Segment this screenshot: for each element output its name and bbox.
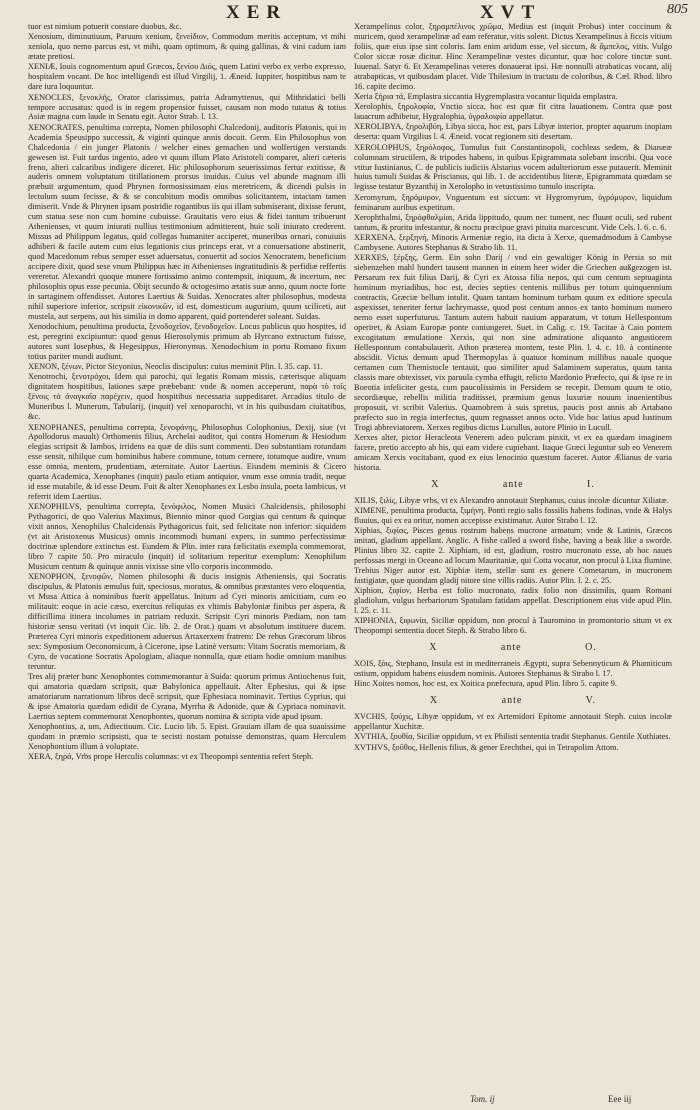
entry: XENOCLES, ξενοκλῆς, Orator clarissimus, patria Adramyttenus, qui Mithridatici belli tempore accusatus: quod is in regem propensior fuisset, causam non modo tutatus & totius Asiæ magna cum laude in Senatu egit. Autor Strab. l. 13.	[28, 92, 346, 122]
entry: XOIS, ξόις, Stephano, Insula est in mediterraneis Ægypti, supra Sebennyticum & Phamiticum ostium, oppidum habens eiusdem nominis. Autores Stephanus & Strabo l. 17.	[354, 659, 672, 678]
entry: Xenophontius, a, um, Adiectiuum. Cic. Lucio lib. 5. Epist. Grauiam illam de qua suauissime quodam in præmio scripsisti, qua te secisti nostam potuisse demonstras, quam Herculem Xenophontium illum à voluptate.	[28, 722, 346, 752]
entry: XERA, ξηρά, Vrbs prope Herculis columnas: vt ex Theopompi sententia refert Steph.	[28, 752, 314, 762]
running-head-left: XER	[226, 2, 288, 23]
entry: Tres alij præter hunc Xenophontes commemorantur à Suida: quorum primus Antiochenus fuit, qui amatoria quædam scripsit, quæ Babylonica appellauit. Alter Ephesius, qui & ipse amatoriarum narrationum libros decē scripsit, quæ Ephesiaca nominavit. Tertius Cyprius, qui & ipse Amatoria quædam edidit de Cyrana, Myrrha & Adonide, quæ & Cypriaca nominavit. Laertius septem commemorat Xenophontes, quorum nomina & scripta vide apud ipsum.	[28, 672, 346, 722]
left-column	[28, 22, 346, 1092]
entry: XEROLIBYA, ξηρολιβύη, Libya sicca, hoc est, pars Libyæ interior, propter aquarum inopiam deserta: quam Virgilius l. 4. Æneid. vocat regionem siti desertam.	[354, 122, 672, 142]
right-column	[354, 22, 672, 1092]
entry: Hinc Xoites nomos, hoc est, ex Xoitica præfectura, apud Plin. libro 5. capite 9.	[354, 679, 617, 689]
signature-mark: Tom. ij	[470, 1094, 495, 1104]
entry: Xenodochium, penultima producta, ξενοδοχεῖον, ξενοδοχεῖον. Locus publicus quo hospites, id est, peregrini excipiuntur: quod genus Hierosolymis primum ab Hyrcano extructum fuisse, autores sunt Iosephus, & Hegesippus, Hieronymus. Xenodochium in portu Romano fixum totius pariter mundi audiunt.	[28, 322, 346, 361]
entry: XENOPHON, ξενοφῶν, Nomen philosophi & ducis insignis Atheniensis, qui Socratis discipulus, & Platonis æmulus fuit, speciosus, moratus, & omnibus præstantes vero eloquentia, vt Musa Attica à nominibus fuerit appellatus. Initum ad Cyri minoris amicitiam, cum eo militauit: eoque in acie cæso, exercitus reliquias ex vltimis Babyloniæ finibus per aspera, & difficillima itinera incolumes in patriam reduxit. Scripsit Cyri minoris Pædiam, non tam historiæ sensu veritati (vt inquit Cic. lib. 2. de Orat.) quam vt absolutum instituere ducem. Præterea Cyri minoris expeditionem aduersus Artaxerxem fratrem: De rebus Græcorum libros sex: Symposium Oeconomicum, à Cicerone, ipse Latinè versum: Vitam Socratis memoriam, & Cyro, de vocatione Socratis Apologiam, aliaque nonnulla, quæ etiam hodie omnium manibus teruntur.	[28, 572, 346, 671]
section-heading-x-ante-i: X ante I.	[431, 478, 595, 490]
catchword: Eee iij	[608, 1094, 632, 1104]
entry: XEROLOPHUS, ξηρόλοφος, Tumulus fuit Constantinopoli, cochleas sedem, & Dianææ columnam structilem, & tripodes habens, in quibus Epigrammata solebant inscribi. Qua voce vtitur Iustinianus, C. de publicis iudiciis Alstarius vocem adulteriorum esse putauerit. Meminit huius tumuli Suidas & Priscianus, qui lib. 1. de accidentibus literæ, Epigrammata quædam se legisse testatur Byzanthij in Xerolopho in vetustissimo tumulo inscripta.	[354, 142, 672, 192]
entry: Xeromyrum, ξηρόμυρον, Vnguentum est siccum: vt Hygromyrum, ὑγρόμυρον, liquidum feminarum auribus expetitum.	[354, 192, 672, 212]
entry: Xenotrochi, ξενοτρόχοι, Idem qui parochi, qui legatis Romam missis, cæterisque aliquam dignitatem hospitibus, lationes sæpe præbebant: vnde & nomen acceperunt, παρὰ τὸ τοῖς ξένοις τὰ ἀναγκαῖα παρέχειν, quod hospitibus necessaria suppeditaret. Arcadius titulo de Muneribus l. Munerum, Tabularij, (inquit) vel xenoparochi, vt in his quibusdam ciuitatibus, &c.	[28, 372, 346, 422]
entry: Xerxes alter, pictor Heracleota Venerem adeo pulcram pinxit, vt ex ea quædam imaginem facere, pretio accepto ab his, qui eam videre cupiebant. Itaque Græci leguntur sub eo Venerem amicam Xerxis vocitabant, quod ex eius lenocinio quæstum faceret. Autor Ælianus de varia historia.	[354, 432, 672, 472]
entry: XENOPHILVS, penultima correpta, ξενόφιλος, Nomen Musici Chalcidensis, philosophi Pythagorici, de quo Valerius Maximus, Biennio minor quod Gorgias qui centum & quinque vixit annos, Xenophilus Chalcidensis Pythagoricus fuit, sed felicitate non inferior: siquidem (vt ait Aristoxenus Musicus) omnis incommodi humani expers, in summo perfectissimæ doctrinæ splendore extinctus est. Eundem & Plin. inter rara fælicitatis exempla commemorat, libro 7 capite 50. Pro miraculo (inquit) id solitarium reperitur exemplum: Xenophilum Musicum centum & quinque annis vixisse sine vllo corporis incommodo.	[28, 502, 346, 572]
entry: Xerophthalmi, ξηρόφθαλμίαι, Arida lippitudo, quum nec tument, nec fluunt oculi, sed rubent tantum, & pruritu infestantur, & noctu præcipue gravi pituita marcescunt. Vide Cels. l. 6. c. 6.	[354, 212, 672, 232]
entry: XENOPHANES, penultima correpta, ξενοφάνης, Philosophus Colophonius, Dexij, siue (vt Apollodorus mauult) Orthomenis filius, Archelai auditor, qui contra Homerum & Hesiodum elegias scripsit & Iambos, irridens ea quæ de diis sunt commenti. Deo substantiam rotundam esse sensit, nihilque cum hominibus habere commune, totum cernere, totumque audire, vnum esse omnia, mentem, prudentiam, æternitate. Autor Laertius. Eiusdem meminis & Cicero quarta Academica, Xenophanes (inquit) paulo etiam antiquior, vnum esse omnia tradit, neque id esse mutabile, & id esse Deum. Fuit & alter Xenophanes ex Lesbo insula, poeta Iambicus, vt referrit idem Laertius.	[28, 422, 346, 502]
entry: XVTHIA, ξουθία, Siciliæ oppidum, vt ex Philisti sententia tradit Stephanus. Gentile Xuthiates.	[354, 732, 671, 742]
entry: XIPHONIA, ξιφωνία, Siciliæ oppidum, non procul à Tauromino in promontorio situm vt ex Theopompi sententia docet Steph. & Strabo libro 6.	[354, 616, 672, 636]
entry: XVCHIS, ξούχις, Libyæ oppidum, vt ex Artemidori Epitome annotauit Steph. cuius incolæ appellantur Xuchitæ.	[354, 712, 672, 732]
entry: tuor est nimium potuerit constare duobus, &c.	[28, 22, 182, 31]
entry: Xenosium, diminutiuum, Paruum xenium, ξενείδιον, Commodum meritis acceptum, vt mihi xeniola, quo nemo parcus est, vt mihi, quam optimum, & quing gallinas, & vini cadum iam ætate pretiosi.	[28, 32, 346, 62]
entry: XENON, ξένων, Pictor Sicyonius, Neoclis discipulus: cuius meminit Plin. l. 35. cap. 11.	[28, 362, 323, 372]
entry: XENIÆ, Iouis cognomentum apud Græcos, ξενίου Διός, quem Latini verbo ex verbo expresso, hospitalem vocant. De hoc intelligendi est illud Virgilij, 1. Æneid. Iuppiter, hospitibus nam te dare iura loquuntur.	[28, 62, 346, 92]
entry: XENOCRATES, penultima correpta, Nomen philosophi Chalcedonij, auditoris Platonis, qui in Academia Speusippo successit, & viginti quinque annis docuit. Germ. Ein Philosophus von Chalcedonia / ein junger Platonis / welcher eines gemachen und wolfertigen verstands gewesen ist. Fuit tardus ingenio, adeo vt quum illum Plato Aristoteli comparet, alteri cæteris freno, alteri calcaribus indigere diceret. Hic philosophorum seuerissimus fertur extitisse, & auderis omnem voluptatum titillationem prorsus inuidus. Cuius vel abunde magnum illi præbuit argumentum, quod Phrynen formosissimam eius meretricem, & dicendi pulsis in lectulum suum fecisse, & & se concubitum modis omnibus solicitantem, intactam tamen dimiserit. Vnde & Phrynen ipsam postridie rogantibus iis qui illam submiserant, dixisse ferunt, cum statua sese non cum homine cubuisse. Grauitatis vero eius & fidei tantum tribuerunt Athenienses, vt quum iniurati nullius testimonium admitterent, huic soli iniurato crederent. Missus ad Philippum legatus, quid collegas humaniter acciperet, muneribus ornari, conuiuiis adhiberi & facile autem cum eius legationis cius princeps erat, vt a conuersatione abstinerit, quod Macedonum rebus semper esset aduersatus, conuertit ad socios Xenocratem, beneficium accipere dixit, quod sese vnum Philippus hæc in Athenienses ingratitudinis & perfidiæ reffertis vereretur. Alexandri quoque munere fortissimo animo contempsit, iniquum, & incertum, nec philosophis opus esse pecunia. Obijt secundo & octogesimo ætatis suæ anno, quum nocte forte in sartaginem offendisset. Autores Laertius & Suidas. Xenocrates alter philosophus, modesta nihil superiore inferior, scripsit εἰκονικῶν, id est, domesticum augurium, quum sciliceti, aut mustela, aut serpens, aut his similia in domo apparent, quid portenderet soleant. Suidas.	[28, 122, 346, 321]
entry: Xiphias, ξιφίας, Pisces genus rostrum habens mucrone armatum: vnde & Latinis, Græcos imitati, gladium appellant. Anglic. A fishe called a sword fishe, having a beak like a sworde. Plinius libro 32. capite 2. Xiphiam, id est, gladium, rostro mucronato esse, ab hoc naues perfossas mergi in Oceano ad locum Mauritaniæ, qui Cotta vocatur, non procul à Lixa flumine. Trebius Niger autor est. Xiphiæ item, stellæ sunt ex genere Cometarum, in mucronem fastigiatæ, quæ quondam gladij nitore sine villis radiis. Autor Plin. l. 2. c. 25.	[354, 525, 672, 585]
page-header	[0, 2, 700, 24]
entry: XERXENA, ξερξηνή, Minoris Armeniæ regio, ita dicta à Xerxe, quemadmodum à Cambyse Cambysene. Autores Stephanus & Strabo lib. 11.	[354, 233, 672, 253]
entry: XIMENE, penultima producta, ξιμήνη. Ponti regio salis fossilis habens fodinas, vnde & Halys fluuius, qui ex ea oritur, nomen accepisse existimatur. Autor Strabo l. 12.	[354, 505, 672, 525]
entry: XERXES, ξέρξης, Germ. Ein sohn Darij / vnd ein gewaltiger König in Persia so mit siebenzehen mahl hundert tausent mannen in einem heer wider die Griechen außgezogen ist. Persarum rex fuit filius Darij, & Cyri ex Atossa filia nepos, qui cum centum septuaginta hominum myriadibus, hoc est, decies septies centenis millibus per totum quinquennium contractis, Græciæ bellum intulit. Quam tantam hominum turbam quum ex editiore specula aspexisset, teneriter fertur lachrymasse, quod post centum annos ex tanto hominum numero nemo esset superfuturus. Tantum autem habuit nauium apparatum, vt totum Hellespontum operiret, & Asiam Europæ ponte coniungeret. Suet. in Calig. c. 19. Tacitae à Caio pontem excogitatum æmulatione Xerxis, qui non sine admiratione aliquanto angustiorem Hellespontum contabulauerit. Athon præterea montem, teste Plin. l. 4. c. 10. à continente abscidit. Victus demum apud Thermopylas à quatuor hominum millibus nauale quoque certamen cum Themistocle tentauit, quo similiter apud Salaminem superatus, quum tanta classis mare obtexisset, vix paruula cymba effugit, relicto Mardonio Præfecto, qui & ipse re in Boeotia infeliciter gesta, cum pauculissimis in Persidem se recepit. Demum quum te otio, secordiæque, rebellis militia traditisset, præmium genus luxuriæ nouum inuenientibus proposuit, vt scribit Valerius. Quamobrem à suis spretus, paucis post annis ab Artabano præfecto suo in regia interfectus, quum regnasset annos octo. Vide hoc latius apud Iustinum Trogi abbreviatorem. Xerxes regibus dictus Lucullus, autore Plinio in Lucull.	[354, 253, 672, 432]
entry: Xiphion, ξιφίον, Herba est folio mucronato, radix folio non dissimilis, quam Romani gladiolum, vulgus herbariorum Spatulam fatidam appellat. Descriptionem eius vide apud Plin. l. 25. c. 11.	[354, 585, 672, 615]
page-number: 805	[667, 2, 688, 17]
section-heading-x-ante-o: X ante O.	[429, 642, 597, 654]
section-heading-x-ante-v: X ante V.	[429, 695, 597, 707]
running-head-right: XVT	[480, 2, 542, 23]
entry: Xerampelinus color, ξηραμπέλινος χρῶμα, Medius est (inquit Probus) inter coccinum & muricem, quod xerampelinæ ad eam referatur, vitis solent. Dictus Xerampelinus à ficcis vitium foliis, quæ eius ipse sint coloris. Iam enim aridum esse, vel siccum, & ἄμπελος, vitis. Vulgo Color siccæ rosæ dicitur. Hinc Xerampelinæ vestes dicuntur, quæ hoc colore tinctæ sunt. Iuuenal. Satyr 6. Et Xerampelinas veteres donauerat ipsi. Hæ nonnulli atrabaticas vocant, alij atrabapticas, vt quibusdam placet. Vide Thilesium in tractatu de coloribus, & Cæl. Rhod. libro 16. capite decimo.	[354, 22, 672, 91]
entry: XVTHVS, ξοῦθος, Hellenis filius, & gener Erechthei, qui in Tetrapolim Attom.	[354, 742, 619, 752]
entry: Xerolophis, ξηρολοφία, Vnctio sicca, hoc est quæ fit citra lauationem. Contra quæ post lauacrum adhibetur, Hygralophia, ὑγραλοιφία appellatur.	[354, 102, 672, 122]
entry: XILIS, ξιλίς, Libyæ vrbs, vt ex Alexandro annotauit Stephanus, cuius incolæ dicuntur Xiliatæ.	[354, 495, 669, 505]
entry: Xeria ξήρια τά, Emplastra siccantia Hygremplastra vocantur liquida emplastra.	[354, 91, 618, 101]
